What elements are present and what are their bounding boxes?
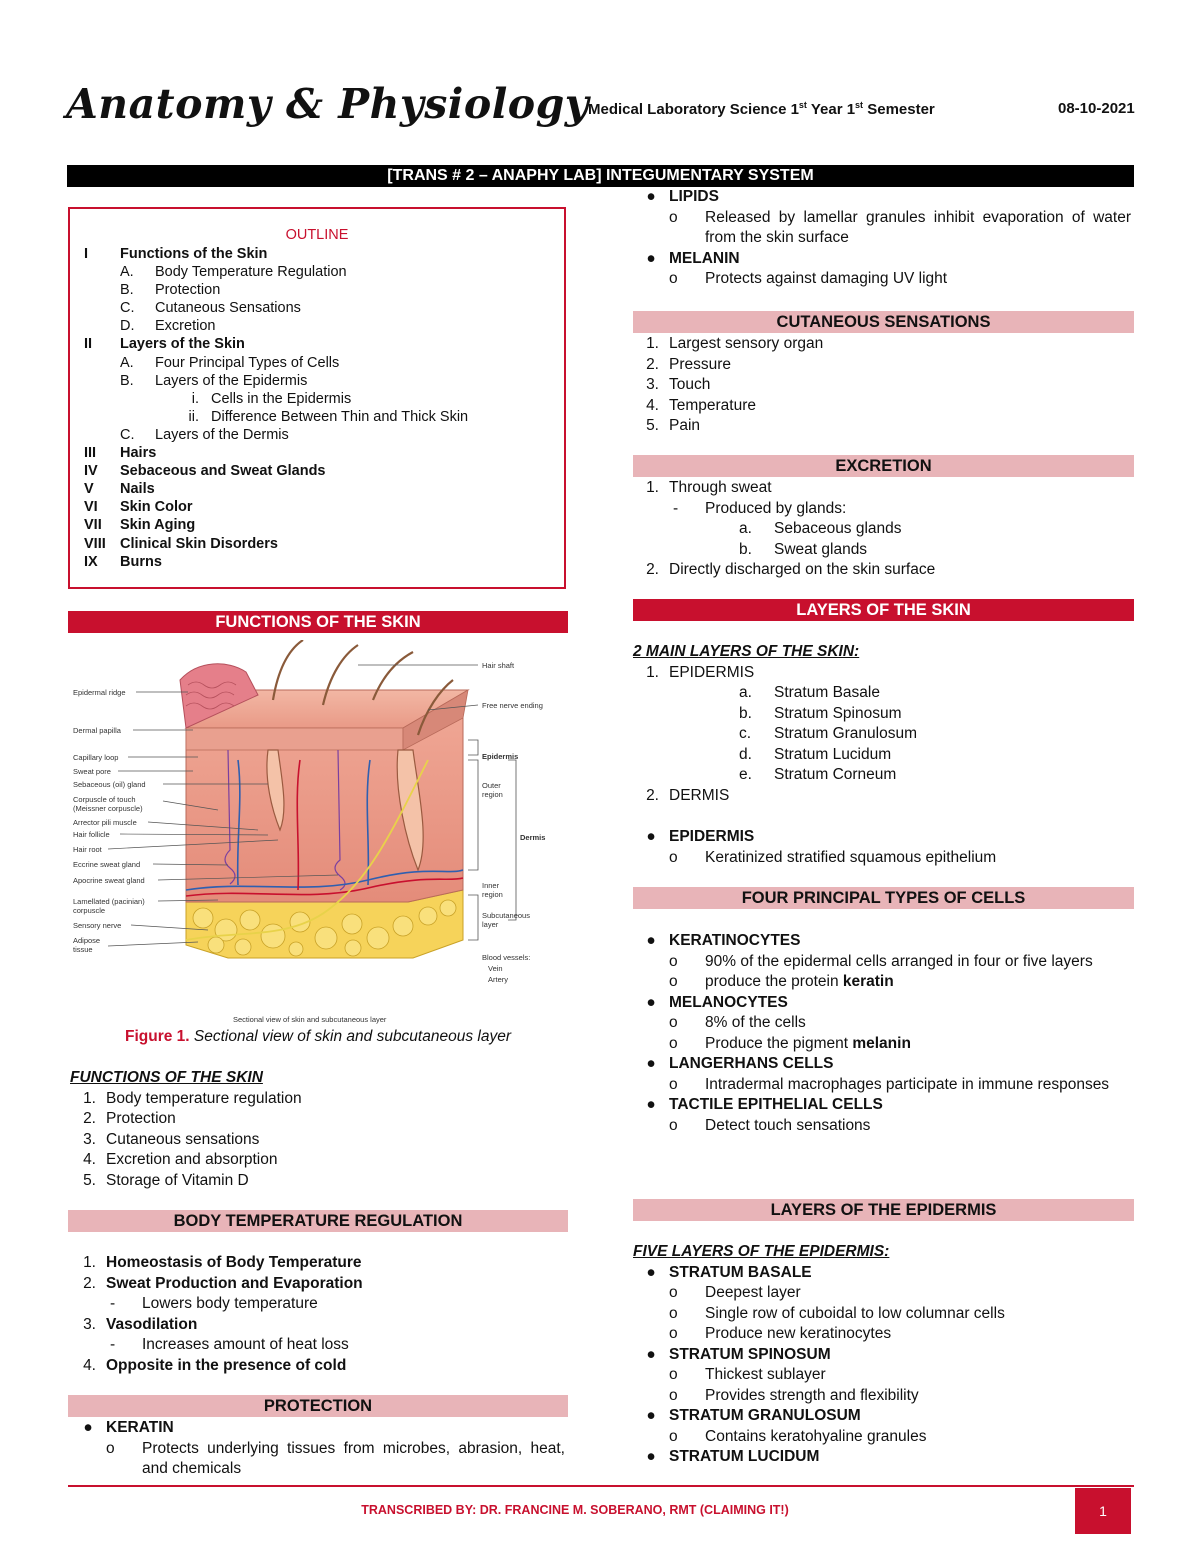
svg-text:Epidermis: Epidermis xyxy=(482,752,519,761)
list-item: 4. Temperature xyxy=(646,396,757,414)
svg-text:Capillary loop: Capillary loop xyxy=(73,753,119,762)
bullet-subitem: o Protects underlying tissues from microbes, abrasion, heat, and chemicals xyxy=(106,1439,565,1477)
bullet-item: ● KERATIN xyxy=(83,1419,174,1436)
banner-functions: FUNCTIONS OF THE SKIN xyxy=(68,611,568,633)
protection-cont xyxy=(633,187,1131,290)
outline-heading: OUTLINE xyxy=(285,227,349,243)
outline-item: IX Burns xyxy=(84,553,162,570)
bullet-item: ● EPIDERMIS xyxy=(646,828,755,845)
bullet-item: ● KERATINOCYTES xyxy=(646,932,801,949)
list-item: 3. Vasodilation xyxy=(83,1315,198,1333)
bullet-item: ● STRATUM BASALE xyxy=(646,1263,812,1281)
list-item: 2. Pressure xyxy=(646,355,732,373)
outline-item: VII Skin Aging xyxy=(84,517,196,534)
svg-text:Vein: Vein xyxy=(488,964,503,973)
banner-layers: LAYERS OF THE SKIN xyxy=(633,599,1134,621)
outline-box xyxy=(68,207,566,589)
list-subitem: - Produced by glands: xyxy=(673,499,847,517)
outline-item: C. Cutaneous Sensations xyxy=(120,300,301,317)
list-item: 5. Pain xyxy=(646,417,701,434)
svg-text:Hair shaft: Hair shaft xyxy=(482,661,515,670)
svg-text:Subcutaneous: Subcutaneous xyxy=(482,911,530,920)
bullet-subitem: o Released by lamellar granules inhibit evaporation of water from the skin surface xyxy=(669,208,1131,246)
svg-text:Inner: Inner xyxy=(482,881,500,890)
bullet-subitem: o Produce new keratinocytes xyxy=(669,1325,892,1342)
protection-keratin xyxy=(70,1418,565,1480)
svg-text:Hair follicle: Hair follicle xyxy=(73,830,110,839)
bullet-item: ● LANGERHANS CELLS xyxy=(646,1055,834,1072)
functions-subhead: FUNCTIONS OF THE SKIN xyxy=(70,1069,263,1086)
page-number: 1 xyxy=(1075,1488,1131,1534)
banner-cutaneous: CUTANEOUS SENSATIONS xyxy=(633,311,1134,333)
svg-text:Hair root: Hair root xyxy=(73,845,102,854)
bullet-subitem: o Contains keratohyaline granules xyxy=(669,1427,927,1445)
epidermis-layers-section xyxy=(633,1242,1131,1468)
skin-figure xyxy=(68,640,568,1025)
cutaneous-list xyxy=(633,334,1131,437)
excretion-section xyxy=(633,478,1131,581)
bullet-subitem: o 8% of the cells xyxy=(669,1014,806,1031)
list-subitem: - Lowers body temperature xyxy=(110,1295,318,1312)
outline-item: V Nails xyxy=(84,481,155,498)
doc-date: 08-10-2021 xyxy=(1058,100,1135,117)
outline-item: i. Cells in the Epidermis xyxy=(191,390,352,407)
banner-protection: PROTECTION xyxy=(68,1395,568,1417)
svg-text:region: region xyxy=(482,890,503,899)
svg-text:Outer: Outer xyxy=(482,781,501,790)
svg-text:tissue: tissue xyxy=(73,945,93,954)
figure-labels-right xyxy=(482,661,545,984)
svg-text:Epidermal ridge: Epidermal ridge xyxy=(73,688,126,697)
list-subitem: e. Stratum Corneum xyxy=(739,766,897,783)
outline-item: ii. Difference Between Thin and Thick Skin xyxy=(188,408,469,425)
bullet-subitem: o Keratinized stratified squamous epithelium xyxy=(669,848,997,866)
page-title: [TRANS # 2 – ANAPHY LAB] INTEGUMENTARY SYSTEM xyxy=(67,165,1134,187)
bullet-item: ● STRATUM GRANULOSUM xyxy=(646,1407,861,1424)
list-subitem: a. Sebaceous glands xyxy=(739,520,902,537)
outline-item: A. Body Temperature Regulation xyxy=(120,264,347,281)
list-subitem: d. Stratum Lucidum xyxy=(739,745,892,763)
list-item: 3. Cutaneous sensations xyxy=(83,1130,260,1148)
list-item: 1. Largest sensory organ xyxy=(646,335,824,352)
bullet-item: ● STRATUM SPINOSUM xyxy=(646,1345,831,1363)
bullet-item: ● TACTILE EPITHELIAL CELLS xyxy=(646,1096,883,1113)
list-item: 1. Body temperature regulation xyxy=(83,1089,302,1107)
svg-text:Apocrine sweat gland: Apocrine sweat gland xyxy=(73,876,145,885)
svg-text:region: region xyxy=(482,790,503,799)
epidermis-subhead: FIVE LAYERS OF THE EPIDERMIS: xyxy=(633,1243,890,1260)
list-subitem: - Increases amount of heat loss xyxy=(110,1336,349,1353)
svg-text:corpuscle: corpuscle xyxy=(73,906,106,915)
list-item: 3. Touch xyxy=(646,376,711,393)
footer-credit: TRANSCRIBED BY: DR. FRANCINE M. SOBERANO, RMT (CLAIMING IT!) xyxy=(361,1503,789,1517)
svg-text:Sweat pore: Sweat pore xyxy=(73,767,111,776)
list-item: 2. Sweat Production and Evaporation xyxy=(83,1274,363,1292)
figure-labels-left xyxy=(73,688,146,954)
outline-item: B. Protection xyxy=(120,282,221,299)
bullet-subitem: o Produce the pigment melanin xyxy=(669,1034,911,1052)
list-subitem: b. Stratum Spinosum xyxy=(739,704,902,722)
svg-text:Dermis: Dermis xyxy=(520,833,546,842)
svg-text:Dermal papilla: Dermal papilla xyxy=(73,726,121,735)
bullet-subitem: o Deepest layer xyxy=(669,1284,801,1301)
bullet-subitem: o Single row of cuboidal to low columnar cells xyxy=(669,1304,1005,1322)
bullet-subitem: o Intradermal macrophages participate in immune responses xyxy=(669,1075,1110,1093)
outline-item: VI Skin Color xyxy=(84,499,193,516)
bullet-item: ● MELANIN xyxy=(646,249,740,267)
svg-text:Free nerve ending: Free nerve ending xyxy=(482,701,543,710)
list-item: 4. Opposite in the presence of cold xyxy=(83,1356,347,1374)
list-subitem: a. Stratum Basale xyxy=(739,684,880,701)
svg-text:layer: layer xyxy=(482,920,499,929)
functions-section xyxy=(70,1068,565,1191)
list-item: 2. DERMIS xyxy=(646,786,730,804)
outline-item: A. Four Principal Types of Cells xyxy=(120,354,340,371)
layers-subhead: 2 MAIN LAYERS OF THE SKIN: xyxy=(633,643,860,660)
outline-item: III Hairs xyxy=(84,445,157,462)
list-item: 2. Directly discharged on the skin surface xyxy=(646,561,936,578)
outline-list xyxy=(84,245,550,571)
list-item: 2. Protection xyxy=(83,1110,176,1127)
functions-list xyxy=(70,1089,565,1192)
svg-text:Arrector pili muscle: Arrector pili muscle xyxy=(73,818,137,827)
list-subitem: c. Stratum Granulosum xyxy=(739,725,917,742)
outline-item: VIII Clinical Skin Disorders xyxy=(84,535,278,552)
outline-item: B. Layers of the Epidermis xyxy=(120,372,308,389)
banner-cells: FOUR PRINCIPAL TYPES OF CELLS xyxy=(633,887,1134,909)
bullet-item: ● MELANOCYTES xyxy=(646,993,788,1011)
svg-text:Sebaceous (oil) gland: Sebaceous (oil) gland xyxy=(73,780,146,789)
list-item: 1. EPIDERMIS xyxy=(646,663,755,681)
list-subitem: b. Sweat glands xyxy=(739,540,868,558)
svg-text:Blood vessels:: Blood vessels: xyxy=(482,953,531,962)
outline-item: II Layers of the Skin xyxy=(84,336,245,353)
body-temp-section xyxy=(70,1253,565,1376)
bullet-item: ● STRATUM LUCIDUM xyxy=(646,1448,820,1465)
svg-text:(Meissner corpuscle): (Meissner corpuscle) xyxy=(73,804,143,813)
bullet-item: ● LIPIDS xyxy=(646,188,719,205)
banner-epidermis-layers: LAYERS OF THE EPIDERMIS xyxy=(633,1199,1134,1221)
bullet-subitem: o produce the protein keratin xyxy=(669,973,894,990)
outline-item: I Functions of the Skin xyxy=(84,246,268,262)
course-info: Medical Laboratory Science 1st Year 1st Semester xyxy=(588,100,935,118)
banner-body-temp: BODY TEMPERATURE REGULATION xyxy=(68,1210,568,1232)
svg-text:Sensory nerve: Sensory nerve xyxy=(73,921,122,930)
outline-item: C. Layers of the Dermis xyxy=(120,426,289,443)
footer-rule xyxy=(68,1485,1134,1487)
bullet-subitem: o Detect touch sensations xyxy=(669,1116,871,1134)
svg-text:Corpuscle of touch: Corpuscle of touch xyxy=(73,795,136,804)
banner-excretion: EXCRETION xyxy=(633,455,1134,477)
bullet-subitem: o 90% of the epidermal cells arranged in four or five layers xyxy=(669,952,1093,970)
outline-item: D. Excretion xyxy=(120,318,216,335)
svg-text:Lamellated (pacinian): Lamellated (pacinian) xyxy=(73,897,145,906)
cells-section xyxy=(633,931,1131,1136)
figure-bottom-label: Sectional view of skin and subcutaneous layer xyxy=(233,1015,387,1024)
bullet-subitem: o Protects against damaging UV light xyxy=(669,270,948,287)
figure-caption: Figure 1. Sectional view of skin and subcutaneous layer xyxy=(125,1028,511,1045)
cutaneous-section xyxy=(633,334,1131,437)
strata-list xyxy=(633,683,1131,786)
bullet-subitem: o Provides strength and flexibility xyxy=(669,1386,919,1404)
logo-title: Anatomy & Physiology xyxy=(66,80,590,128)
skin-diagram xyxy=(68,640,568,1025)
svg-text:Eccrine sweat gland: Eccrine sweat gland xyxy=(73,860,141,869)
outline-item: IV Sebaceous and Sweat Glands xyxy=(84,463,326,480)
list-item: 5. Storage of Vitamin D xyxy=(83,1171,249,1189)
list-item: 4. Excretion and absorption xyxy=(83,1151,278,1168)
list-item: 1. Through sweat xyxy=(646,479,772,496)
svg-text:Adipose: Adipose xyxy=(73,936,101,945)
svg-text:Artery: Artery xyxy=(488,975,509,984)
layers-section xyxy=(633,642,1131,868)
list-item: 1. Homeostasis of Body Temperature xyxy=(83,1254,362,1271)
bullet-subitem: o Thickest sublayer xyxy=(669,1366,826,1383)
